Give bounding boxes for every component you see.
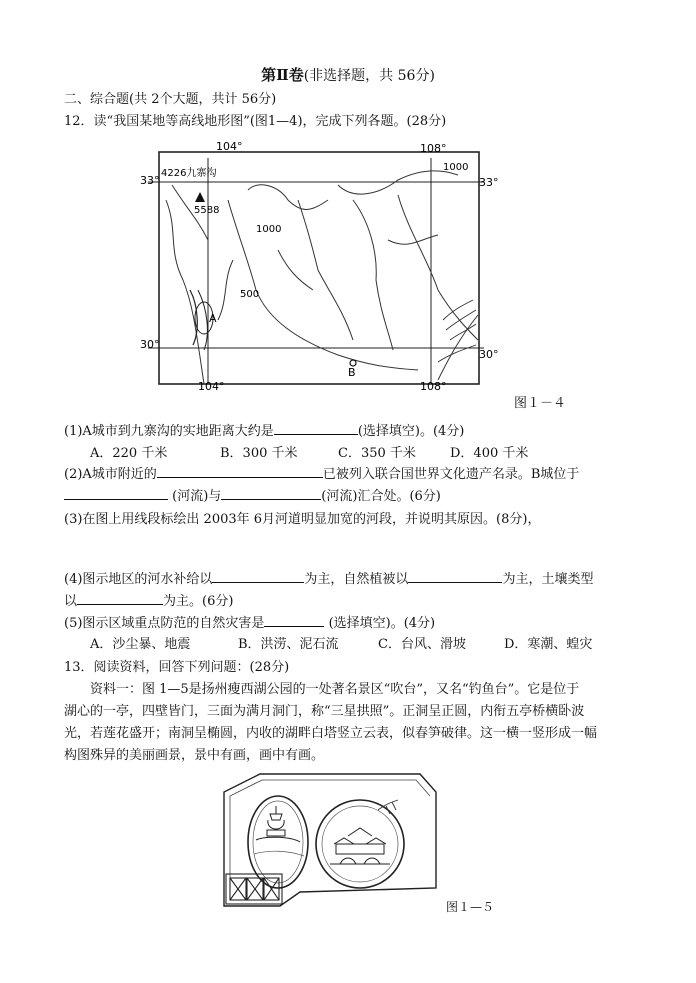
- section-heading: 二、综合题(共 2个大题，共计 56分): [64, 92, 277, 107]
- q12-p1-option-d: D．400 千米: [450, 446, 529, 461]
- q13-line-2: 湖心的一亭，四壁皆门，三面为满月洞门，称“三星拱照”。正洞呈正圆，内衔五亭桥横卧波: [64, 704, 585, 719]
- q12-p2-part4: (河流)汇合处。(6分): [321, 489, 441, 504]
- contour-1000-a: 1000: [256, 224, 282, 235]
- q12-p4-line2: [64, 590, 233, 609]
- q12-p4-part1: (4)图示地区的河水补给以: [64, 572, 213, 587]
- q12-p1-option-c: C．350 千米: [338, 446, 416, 461]
- lon-108-bottom: 108°: [420, 380, 447, 390]
- volume-title: [0, 64, 696, 85]
- q12-p5: [64, 612, 435, 631]
- q13-line-1: 资料一：图 1—5是扬州瘦西湖公园的一处著名景区“吹台”，又名“钓鱼台”。它是位于: [90, 682, 580, 697]
- answer-blank[interactable]: [274, 422, 358, 435]
- white-pagoda-icon: [256, 806, 300, 842]
- lon-104-bottom: 104°: [198, 380, 225, 390]
- q12-p4-line1: [64, 568, 593, 587]
- q12-p4-part5: 为主。(6分): [163, 594, 234, 609]
- q12-p5-option-a: A．沙尘暴、地震: [90, 637, 191, 652]
- q12-p2-part3: (河流)与: [172, 489, 222, 504]
- lat-30-right: 30°: [479, 348, 499, 361]
- five-pavilion-bridge-icon: [330, 828, 390, 864]
- figure-caption: 图１—５: [446, 900, 495, 914]
- q12-p5-option-d: D．寒潮、蝗灾: [504, 637, 593, 652]
- lat-33-right: 33°: [479, 176, 499, 189]
- volume-title-main: 第Ⅱ卷: [261, 66, 304, 84]
- lon-108-top: 108°: [420, 142, 447, 155]
- q12-p5-text: (5)图示区域重点防范的自然灾害是: [64, 616, 265, 631]
- peak-elevation: 5588: [194, 205, 220, 216]
- answer-blank[interactable]: [64, 487, 168, 500]
- answer-blank[interactable]: [264, 614, 324, 627]
- answer-blank[interactable]: [212, 570, 304, 583]
- peak-icon: [195, 192, 205, 202]
- city-b-label: B: [348, 366, 356, 379]
- answer-blank[interactable]: [221, 487, 321, 500]
- q12-p3: (3)在图上用线段标绘出 2003年 6月河道明显加宽的河段，并说明其原因。(8分)，: [64, 512, 541, 527]
- q12-p4-part3: 为主，土壤类型: [502, 572, 594, 587]
- q12-p1-after: (选择填空)。(4分): [357, 424, 465, 439]
- q12-p2-part2: 已被列入联合国世界文化遗产名录。B城位于: [322, 467, 580, 482]
- q12-p2-line2: [64, 485, 441, 504]
- lon-104-top: 104°: [216, 140, 243, 153]
- q12-p1-option-a: A．220 千米: [90, 446, 168, 461]
- q12-stem: 12．读“我国某地等高线地形图”(图1—4)，完成下列各题。(28分): [64, 114, 447, 129]
- answer-blank[interactable]: [157, 465, 323, 478]
- pavilion-illustration: [220, 770, 442, 910]
- q13-line-4: 构图殊异的美丽画景，景中有画，画中有画。: [64, 748, 325, 763]
- lattice-window-icon: [226, 874, 282, 904]
- q13-line-3: 光，若莲花盛开；南洞呈椭圆，内收的湖畔白塔竖立云表，似春笋破律。这一横一竖形成一幅: [64, 726, 598, 741]
- contour-1000-b: 1000: [443, 162, 469, 173]
- q12-p1-option-b: B．300 千米: [220, 446, 298, 461]
- q12-p4-part2: 为主，自然植被以: [304, 572, 409, 587]
- contour-500: 500: [240, 289, 260, 300]
- volume-title-note: (非选择题，共 56分): [303, 68, 435, 84]
- contour-hatch: [438, 300, 476, 362]
- q12-p5-option-b: B．洪涝、泥石流: [238, 637, 339, 652]
- q13-stem: 13．阅读资料，回答下列问题：(28分): [64, 660, 290, 675]
- q12-p2-part1: (2)A城市附近的: [64, 467, 157, 482]
- lat-33-left: 33°: [140, 174, 160, 187]
- branch-icon: [378, 800, 398, 814]
- contour-map: [138, 140, 508, 390]
- q12-p1-text: (1)A城市到九寨沟的实地距离大约是: [64, 424, 274, 439]
- q12-p1: [64, 420, 464, 439]
- q12-p2-line1: [64, 463, 579, 482]
- answer-blank[interactable]: [408, 570, 502, 583]
- answer-blank[interactable]: [77, 592, 163, 605]
- lat-30-left: 30°: [140, 338, 160, 351]
- q12-p4-part4: 以: [64, 594, 78, 609]
- q12-p5-option-c: C．台风、滑坡: [378, 637, 466, 652]
- city-a-label: A: [209, 312, 217, 325]
- map-caption: 图１－４: [514, 396, 567, 411]
- jiuzhaigou-label: 4226九寨沟: [161, 168, 217, 179]
- q12-p5-after: (选择填空)。(4分): [328, 616, 436, 631]
